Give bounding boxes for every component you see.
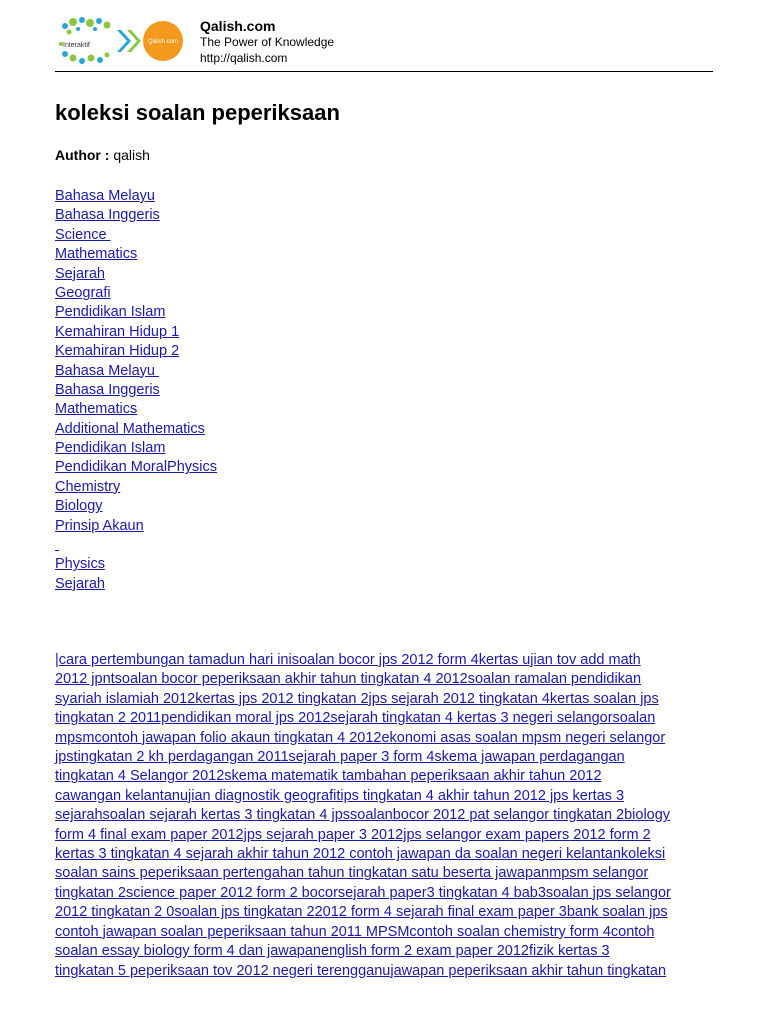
subject-link-chemistry[interactable]: Chemistry	[55, 478, 121, 495]
keyword-line[interactable]: form 4 final exam paper 2012jps sejarah paper 3 2012jps selangor exam papers 2012 form 2	[55, 826, 651, 843]
subject-link-bahasa-inggeris[interactable]: Bahasa Inggeris	[55, 207, 160, 224]
subject-link-kemahiran-hidup-1[interactable]: Kemahiran Hidup 1	[55, 323, 180, 340]
keyword-line[interactable]: kertas 3 tingkatan 4 sejarah akhir tahun 2012 contoh jawapan da soalan negeri kelantankoleksi	[55, 846, 666, 863]
keyword-line[interactable]: tingkatan 4 Selangor 2012skema matematik tambahan peperiksaan akhir tahun 2012	[55, 768, 602, 785]
site-url[interactable]: http://qalish.com	[200, 51, 288, 65]
keyword-line[interactable]: jpstingkatan 2 kh perdagangan 2011sejarah paper 3 form 4skema jawapan perdagangan	[55, 749, 625, 766]
subject-link-additional-mathematics[interactable]: Additional Mathematics	[55, 420, 205, 437]
site-name: Qalish.com	[200, 18, 276, 34]
keyword-line[interactable]: soalan sains peperiksaan pertengahan tahun tingkatan satu beserta jawapanmpsm selangor	[55, 865, 649, 882]
subject-link-physics[interactable]: Physics	[55, 556, 105, 573]
keyword-line[interactable]: |cara pertembungan tamadun hari inisoalan bocor jps 2012 form 4kertas ujian tov add math	[55, 652, 641, 668]
subject-link-kemahiran-hidup-2[interactable]: Kemahiran Hidup 2	[55, 343, 180, 360]
keyword-line[interactable]: contoh jawapan soalan peperiksaan tahun 2011 MPSMcontoh soalan chemistry form 4contoh	[55, 923, 655, 940]
page-header	[55, 12, 713, 72]
document-title: koleksi soalan peperiksaan	[55, 100, 340, 125]
qalish-logo[interactable]	[55, 14, 187, 68]
keyword-line[interactable]: cawangan kelantanujian diagnostik geografitips tingkatan 4 akhir tahun 2012 jps kertas 3	[55, 787, 625, 804]
subject-link-bahasa-melayu-2[interactable]: Bahasa Melayu	[55, 362, 159, 379]
subject-link-bahasa-melayu[interactable]: Bahasa Melayu	[55, 188, 155, 204]
site-tagline: The Power of Knowledge	[200, 35, 335, 49]
author-label: Author :	[55, 147, 110, 163]
subject-link-biology[interactable]: Biology	[55, 498, 103, 515]
subject-link-list	[55, 187, 217, 594]
subject-link-pendidikan-islam[interactable]: Pendidikan Islam	[55, 304, 166, 321]
subject-link-mathematics-2[interactable]: Mathematics	[55, 401, 138, 418]
subject-link-bahasa-inggeris-2[interactable]: Bahasa Inggeris	[55, 381, 160, 398]
logo-text-left: Interaktif	[63, 42, 90, 49]
keyword-line[interactable]: soalan essay biology form 4 dan jawapanenglish form 2 exam paper 2012fizik kertas 3	[55, 943, 610, 960]
subject-link-science[interactable]: Science	[55, 226, 111, 243]
keyword-line[interactable]: 2012 tingkatan 2 0soalan jps tingkatan 22012 form 4 sejarah final exam paper 3bank soalan jps	[55, 904, 668, 921]
keyword-line[interactable]: tingkatan 2 2011pendidikan moral jps 2012sejarah tingkatan 4 kertas 3 negeri selangorsoalan	[55, 710, 656, 727]
keyword-line[interactable]: mpsmcontoh jawapan folio akaun tingkatan 4 2012ekonomi asas soalan mpsm negeri selangor	[55, 729, 666, 746]
logo-text-right: Qalish.com	[147, 39, 179, 45]
keyword-line[interactable]: sejarahsoalan sejarah kertas 3 tingkatan 4 jpssoalanbocor 2012 pat selangor tingkatan 2biology	[55, 807, 671, 824]
author-name: qalish	[113, 147, 150, 163]
header-divider	[55, 71, 713, 72]
keyword-paragraph	[55, 651, 715, 981]
subject-link-blank[interactable]	[55, 536, 217, 555]
subject-link-sejarah[interactable]: Sejarah	[55, 265, 105, 282]
keyword-line[interactable]: tingkatan 5 peperiksaan tov 2012 negeri terengganujawapan peperiksaan akhir tahun tingkatan	[55, 962, 667, 979]
subject-link-geografi[interactable]: Geografi	[55, 284, 111, 301]
site-info	[200, 18, 334, 66]
subject-link-pendidikan-moral-physics[interactable]: Pendidikan MoralPhysics	[55, 459, 217, 476]
author-line	[55, 147, 150, 163]
subject-link-mathematics[interactable]: Mathematics	[55, 246, 138, 263]
keyword-line[interactable]: tingkatan 2science paper 2012 form 2 bocorsejarah paper3 tingkatan 4 bab3soalan jps selangor	[55, 884, 671, 901]
keyword-line[interactable]: syariah islamiah 2012kertas jps 2012 tingkatan 2jps sejarah 2012 tingkatan 4kertas soalan jps	[55, 690, 659, 707]
keyword-line[interactable]: 2012 jpntsoalan bocor peperiksaan akhir tahun tingkatan 4 2012soalan ramalan pendidikan	[55, 671, 642, 688]
subject-link-pendidikan-islam-2[interactable]: Pendidikan Islam	[55, 440, 166, 457]
subject-link-sejarah-2[interactable]: Sejarah	[55, 575, 105, 592]
subject-link-prinsip-akaun[interactable]: Prinsip Akaun	[55, 517, 144, 534]
